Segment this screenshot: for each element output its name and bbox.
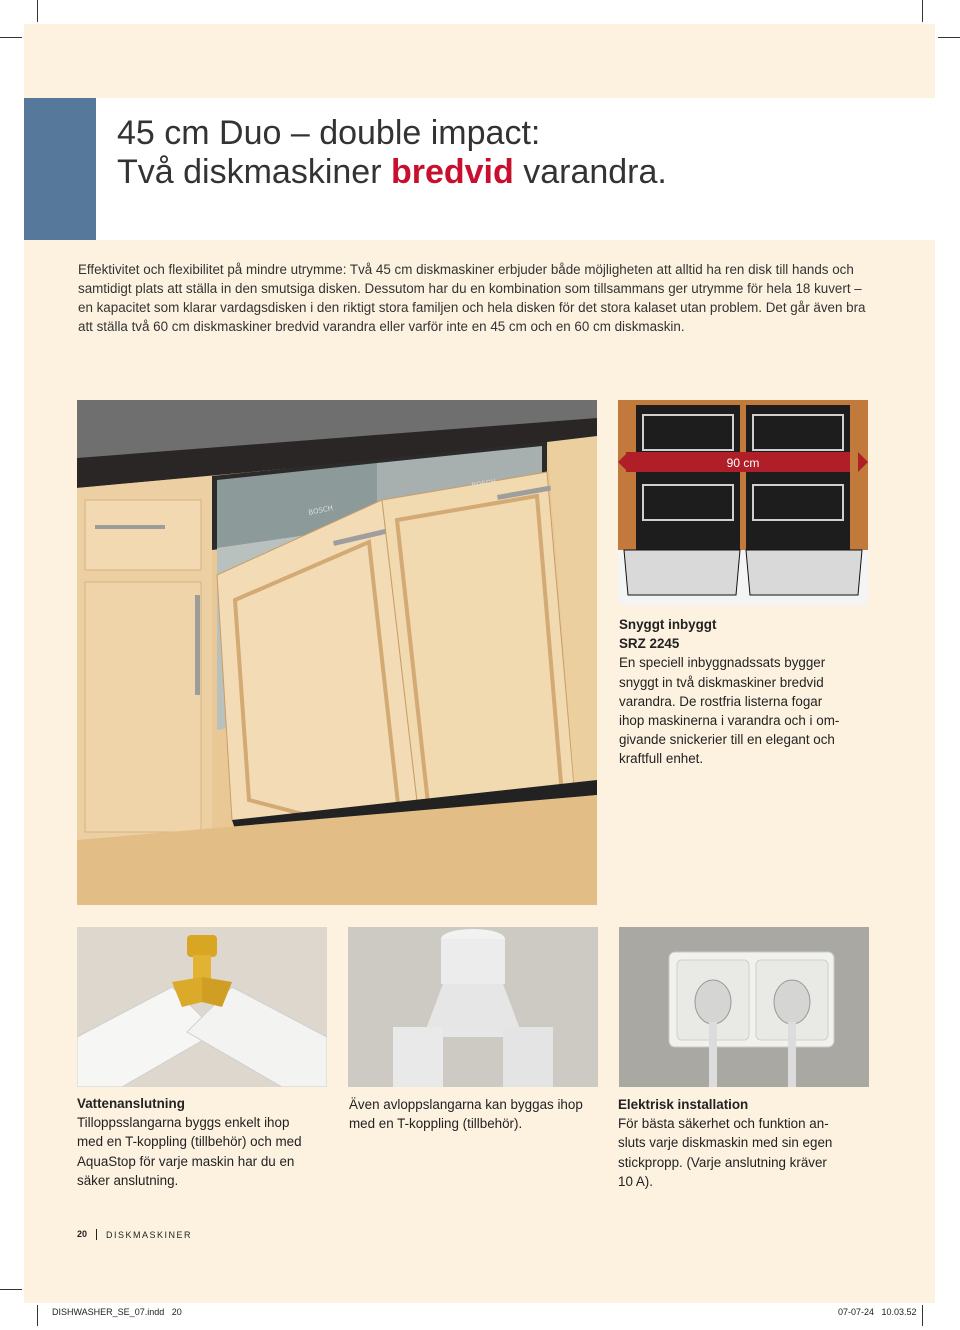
drain-body-line: med en T-koppling (tillbehör). bbox=[349, 1116, 523, 1132]
crop-mark bbox=[37, 1305, 38, 1326]
electric-heading: Elektrisk installation bbox=[618, 1097, 749, 1112]
srz-heading: Snyggt inbyggt bbox=[619, 617, 717, 632]
crop-mark bbox=[922, 0, 923, 22]
drain-caption bbox=[349, 1095, 609, 1133]
crop-mark bbox=[938, 37, 960, 38]
timestamp-slug: 07-07-24 10.03.52 bbox=[838, 1307, 917, 1317]
page-edge-strip bbox=[935, 440, 960, 1330]
power-outlet-photo bbox=[619, 927, 869, 1087]
water-body-line: med en T-koppling (tillbehör) och med bbox=[77, 1134, 302, 1150]
electric-body-line: stickpropp. (Varje anslutning kräver bbox=[618, 1154, 827, 1170]
footer-divider bbox=[96, 1229, 97, 1240]
srz-body-line: kraftfull enhet. bbox=[619, 751, 704, 767]
srz-body-line: varandra. De rostfria listerna fogar bbox=[619, 693, 823, 709]
electric-caption bbox=[618, 1095, 878, 1191]
water-body-line: säker anslutning. bbox=[77, 1172, 179, 1188]
open-dishwashers-photo bbox=[618, 400, 868, 605]
srz-model: SRZ 2245 bbox=[619, 636, 680, 652]
title-line-1: 45 cm Duo – double impact: bbox=[117, 114, 541, 152]
dimension-label: 90 cm bbox=[726, 456, 760, 470]
water-body-line: Tilloppsslangarna byggs enkelt ihop bbox=[77, 1115, 290, 1131]
crop-mark bbox=[0, 37, 22, 38]
drain-coupling-photo bbox=[348, 927, 598, 1087]
section-label: DISKMASKINER bbox=[106, 1230, 193, 1240]
electric-body-line: För bästa säkerhet och funktion an- bbox=[618, 1116, 829, 1132]
water-coupling-photo bbox=[77, 927, 327, 1087]
bosch-logo-right: BOSCH bbox=[470, 477, 497, 490]
accent-block bbox=[24, 98, 96, 240]
water-heading: Vattenanslutning bbox=[77, 1096, 185, 1111]
page-number: 20 bbox=[77, 1229, 88, 1239]
kitchen-dishwashers-photo bbox=[77, 400, 597, 905]
crop-mark bbox=[0, 1289, 22, 1290]
crop-mark bbox=[922, 1305, 923, 1326]
electric-body-line: 10 A). bbox=[618, 1173, 653, 1189]
electric-body-line: sluts varje diskmaskin med sin egen bbox=[618, 1135, 833, 1151]
title-line-2-end: varandra. bbox=[513, 153, 667, 191]
page-title bbox=[117, 114, 667, 192]
srz-body-line: ihop maskinerna i varandra och i om- bbox=[619, 713, 840, 729]
srz-body-line: givande snickerier till en elegant och bbox=[619, 732, 835, 748]
crop-mark bbox=[37, 0, 38, 22]
drain-body-line: Även avloppslangarna kan byggas ihop bbox=[349, 1097, 583, 1112]
bosch-logo-left: BOSCH bbox=[307, 503, 334, 517]
srz-body-line: snyggt in två diskmaskiner bredvid bbox=[619, 674, 824, 690]
srz-caption bbox=[619, 615, 879, 769]
water-body-line: AquaStop för varje maskin har du en bbox=[77, 1153, 295, 1169]
srz-body-line: En speciell inbyggnadssats bygger bbox=[619, 655, 826, 671]
title-line-2-start: Två diskmaskiner bbox=[117, 153, 391, 191]
water-caption bbox=[77, 1094, 337, 1190]
title-highlight: bredvid bbox=[390, 153, 514, 191]
file-slug: DISHWASHER_SE_07.indd 20 bbox=[52, 1307, 182, 1317]
intro-paragraph: Effektivitet och flexibilitet på mindre utrymme: Två 45 cm diskmaskiner erbjuder både möjligheten att alltid ha ren disk till hands och samtidigt plats att ställa in den smutsiga disken. Dessutom har du en kombination som tillsammans ger utrymme för hela 18 kuvert – en kapacitet som klarar vardagsdisken i den riktigt stora familjen och hela disken för det stora kalaset utan problem. Det går även bra att ställa två 60 cm diskmaskiner bredvid varandra eller varför inte en 45 cm och en 60 cm diskmaskin. bbox=[78, 262, 866, 334]
